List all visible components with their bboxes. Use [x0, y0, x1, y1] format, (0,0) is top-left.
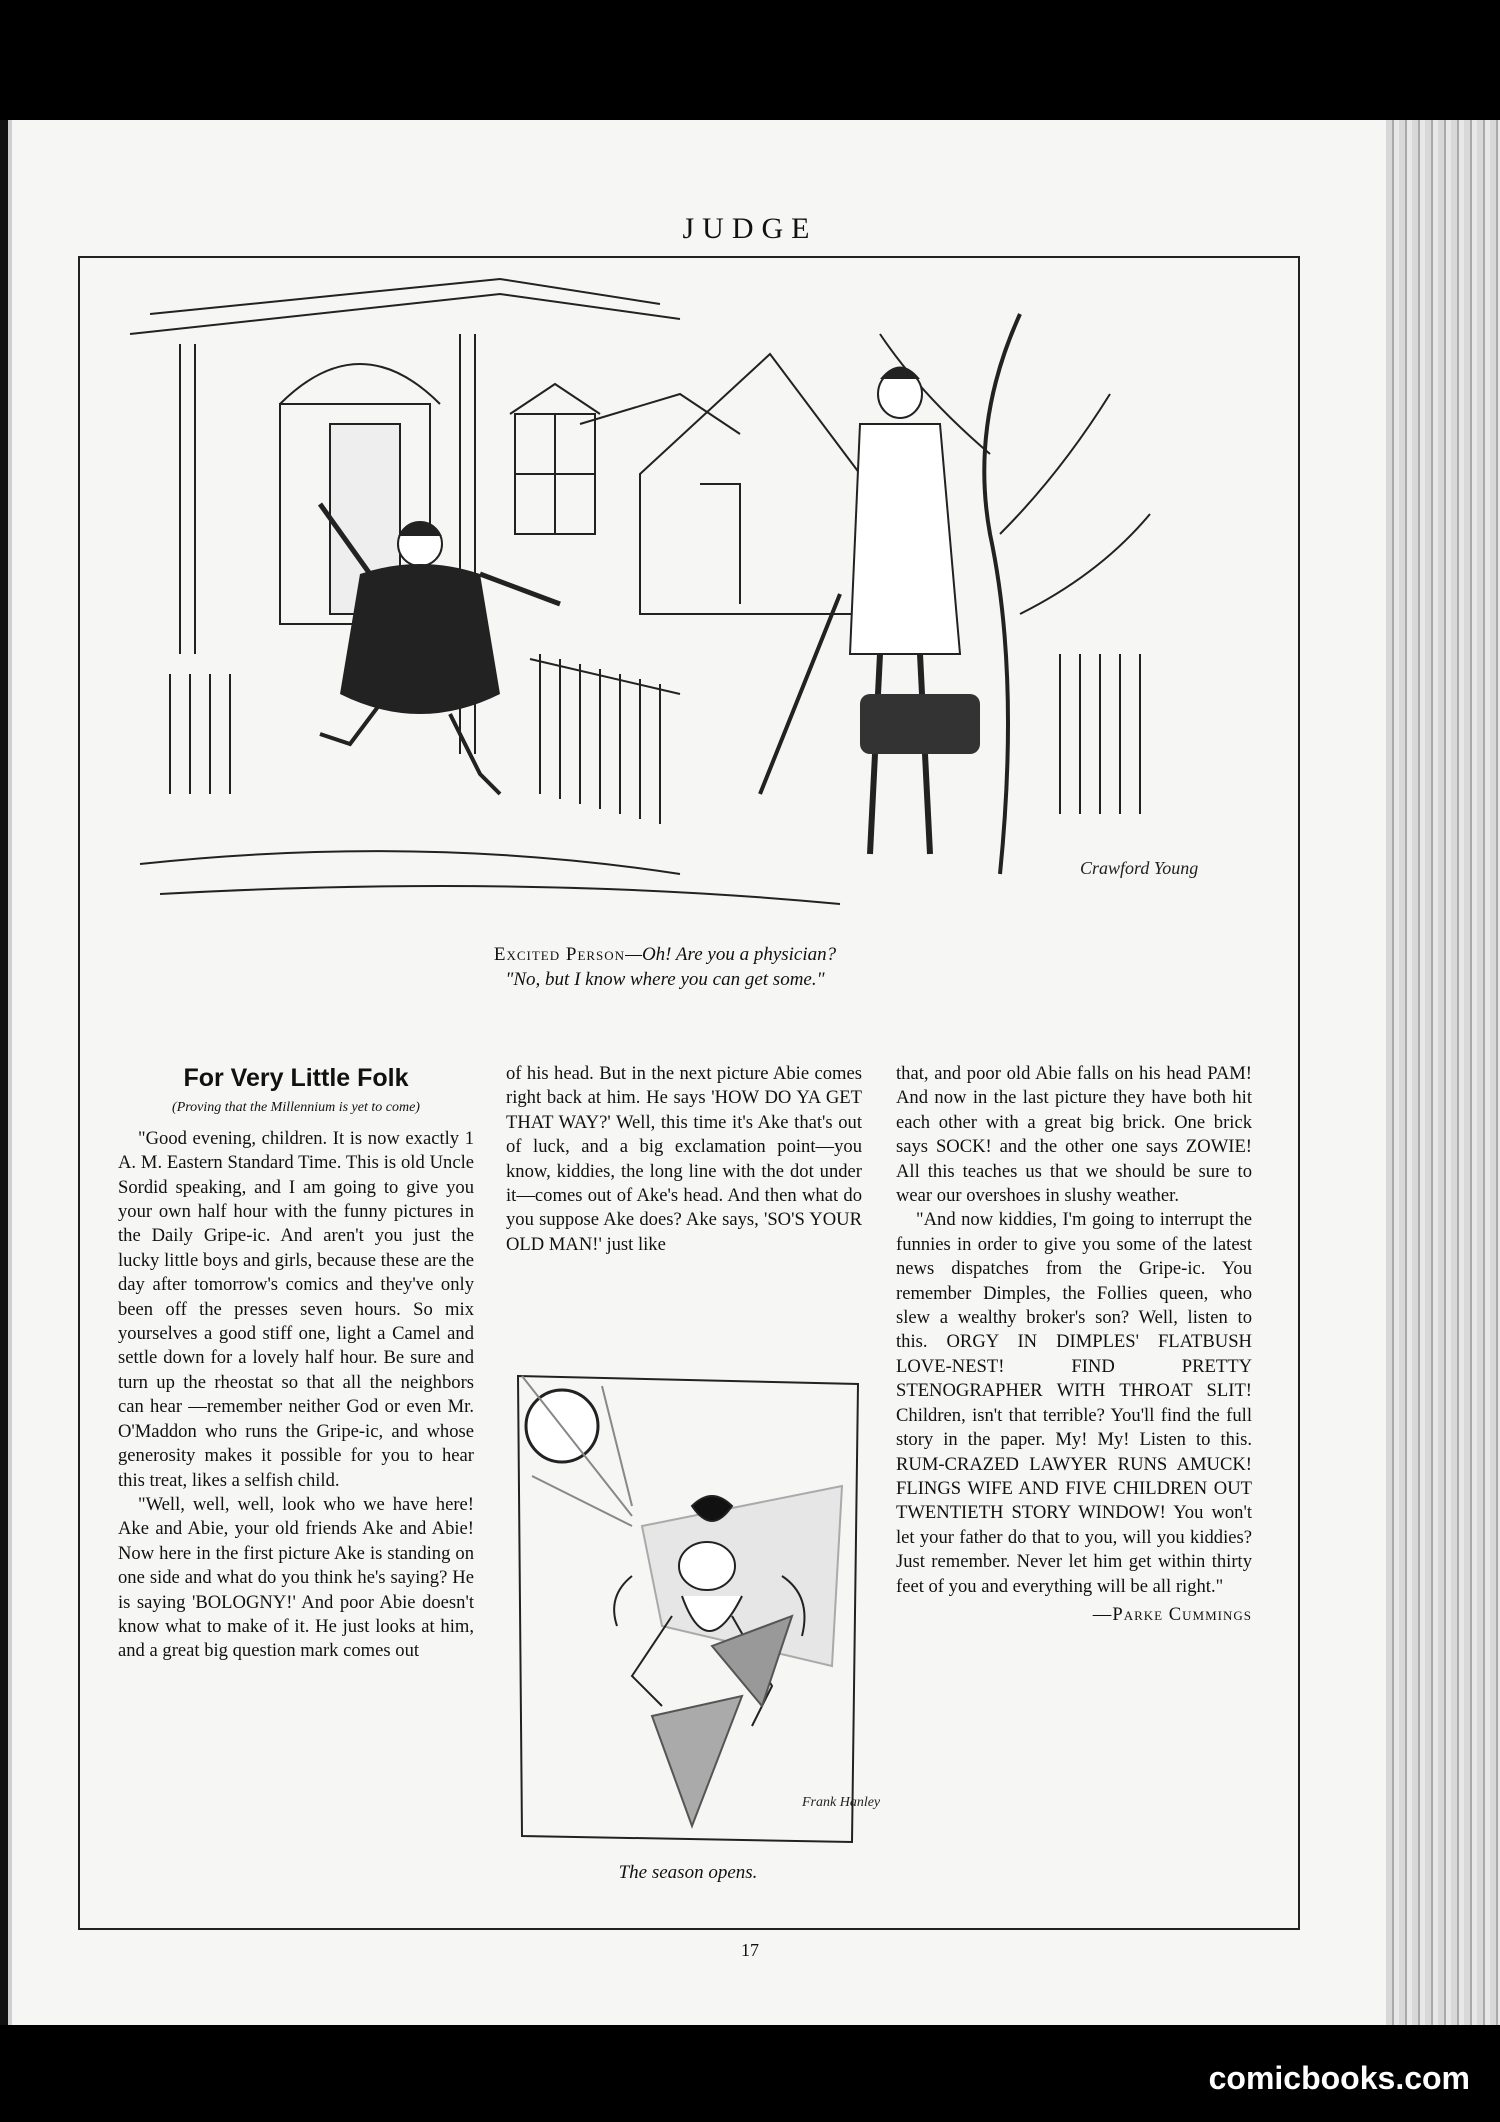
caption-line-1: —Oh! Are you a physician?: [625, 944, 837, 965]
man-with-bag-figure: [760, 367, 980, 855]
top-cartoon: [120, 274, 1210, 914]
article-title: For Very Little Folk: [183, 1064, 409, 1092]
small-cartoon-caption: The season opens.: [618, 1862, 758, 1883]
small-cartoon-signature: Frank Hanley: [802, 1795, 881, 1810]
caption-line-2: "No, but I know where you can get some.": [505, 969, 825, 990]
top-cartoon-drawing: [120, 274, 1210, 914]
caption-speaker: Excited Person: [493, 944, 626, 965]
article-column-1: [118, 1062, 474, 1664]
article-paragraph: "Good evening, children. It is now exactly 1 A. M. Eastern Standard Time. This is old Uncle Sordid speaking, and I am going to give you your own half hour with the funny pictures in the Daily Gripe-ic. And aren't you just the lucky little boys and girls, because these are the day after tomorrow's comics and they've only been off the presses seven hours. So mix yourselves a good stiff one, light a Camel and settle down for a lovely half hour. Be sure and turn up the rheostat so that all the neighbors can hear —remember neither God or even Mr. O'Maddon who runs the Gripe-ic, and whose generosity makes it possible for you to hear this treat, likes a selfish child.: [118, 1127, 474, 1491]
small-cartoon-drawing: [512, 1366, 881, 1850]
masthead: JUDGE: [682, 212, 818, 245]
small-cartoon: [512, 1366, 881, 1850]
article-paragraph: of his head. But in the next picture Abie comes right back at him. He says 'HOW DO YA GET THAT WAY?' Well, this time it's Ake that's out of luck, and a big exclamation point—you know, kiddies, the long line with the dot under it—comes out of Ake's head. And then what do you suppose Ake does? Ake says, 'SO'S YOUR OLD MAN!' just like: [506, 1063, 862, 1255]
site-watermark: comicbooks.com: [1208, 2060, 1470, 2096]
article-byline: —Parke Cummings: [1092, 1603, 1252, 1625]
page-number: 17: [741, 1940, 759, 1960]
article-paragraph: "And now kiddies, I'm going to interrupt the funnies in order to give you some of the latest news dispatches from the Gripe-ic. You remember Dimples, the Follies queen, who slew a wealthy broker's son? Well, listen to this. ORGY IN DIMPLES' FLATBUSH LOVE-NEST! FIND PRETTY STENOGRAPHER WITH THROAT SLIT! Children, isn't that terrible? You'll find the full story in the paper. My! My! Listen to this. RUM-CRAZED LAWYER RUNS AMUCK! FLINGS WIFE AND FIVE CHILDREN OUT TWENTIETH STORY WINDOW! You won't let your father do that to you, will you kiddies? Just remember. Never let him get within thirty feet of you and everything will be all right.": [896, 1209, 1252, 1597]
binding-gutter: [0, 120, 26, 2025]
article-column-2: [506, 1062, 862, 1257]
page-stack-edge: [1386, 120, 1500, 2025]
top-cartoon-signature: Crawford Young: [1080, 858, 1199, 878]
top-cartoon-caption: [120, 942, 1210, 992]
article-column-3: [896, 1062, 1252, 1627]
article-paragraph: "Well, well, well, look who we have here! Ake and Abie, your old friends Ake and Abie! Now here in the first picture Ake is standing on one side and what do you think he's saying? He is saying 'BOLOGNY!' And poor Abie doesn't know what to make of it. He just looks at him, and a great big question mark comes out: [118, 1493, 474, 1662]
article-subtitle: (Proving that the Millennium is yet to come): [172, 1100, 420, 1116]
article-paragraph: that, and poor old Abie falls on his head PAM! And now in the last picture they have both hit each other with a great big brick. One brick says SOCK! and the other one says ZOWIE! All this teaches us that we should be sure to wear our overshoes in slushy weather.: [896, 1063, 1252, 1207]
